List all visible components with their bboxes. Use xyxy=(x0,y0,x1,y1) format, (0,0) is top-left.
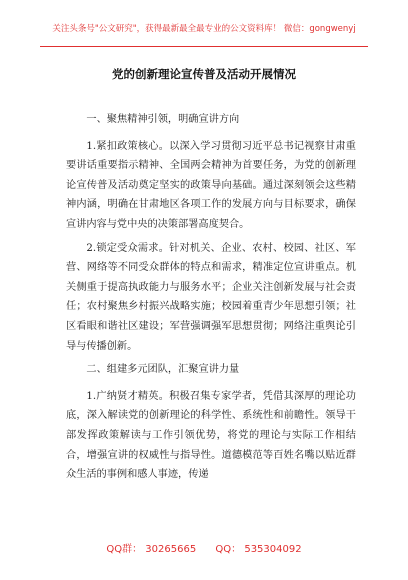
paragraph-3: 1.广纳贤才精英。积极召集专家学者，凭借其深厚的理论功底，深入解读党的创新理论的科学性、系统性和前瞻性。领导干部发挥政策解读与工作引领优势，将党的理论与实际工作相结合，增强宣讲的权威性与指导性。道德模范等百姓名嘴以贴近群众生活的事例和感人事迹，传递 xyxy=(66,390,356,481)
paragraph-2: 2.锁定受众需求。针对机关、企业、农村、校园、社区、军营、网络等不同受众群体的特点和需求，精准定位宣讲重点。机关侧重于提高执政能力与服务水平；企业关注创新发展与社会责任；农村聚焦乡村振兴战略实施；校园着重青少年思想引领；社区看眼和谐社区建设；军营强调强军思想贯彻；网络注重舆论引导与传播创新。 xyxy=(66,242,356,352)
section-heading-1: 一、聚焦精神引领，明确宣讲方向 xyxy=(86,114,240,125)
header-divider xyxy=(40,46,368,47)
header-notice: 关注头条号"公文研究"，获得最新最全最专业的公文资料库！ 微信：gongwenyj xyxy=(52,24,356,34)
document-body xyxy=(66,110,356,489)
footer-qq: QQ： 535304092 xyxy=(215,544,302,555)
footer xyxy=(40,540,368,555)
paragraph-1: 1.紧扣政策核心。以深入学习贯彻习近平总书记视察甘肃重要讲话重要指示精神、全国两会精神为首要任务，为党的创新理论宣传普及活动奠定坚实的政策导向基础。通过深刻领会这些精神内涵，明确在甘肃地区各项工作的发展方向与目标要求，确保宣讲内容与党中央的决策部署高度契合。 xyxy=(66,140,356,230)
section-heading-2: 二、组建多元团队，汇聚宣讲力量 xyxy=(86,364,240,376)
document-title: 党的创新理论宣传普及活动开展情况 xyxy=(112,67,296,81)
footer-qq-group: QQ群： 30265665 xyxy=(106,544,197,555)
